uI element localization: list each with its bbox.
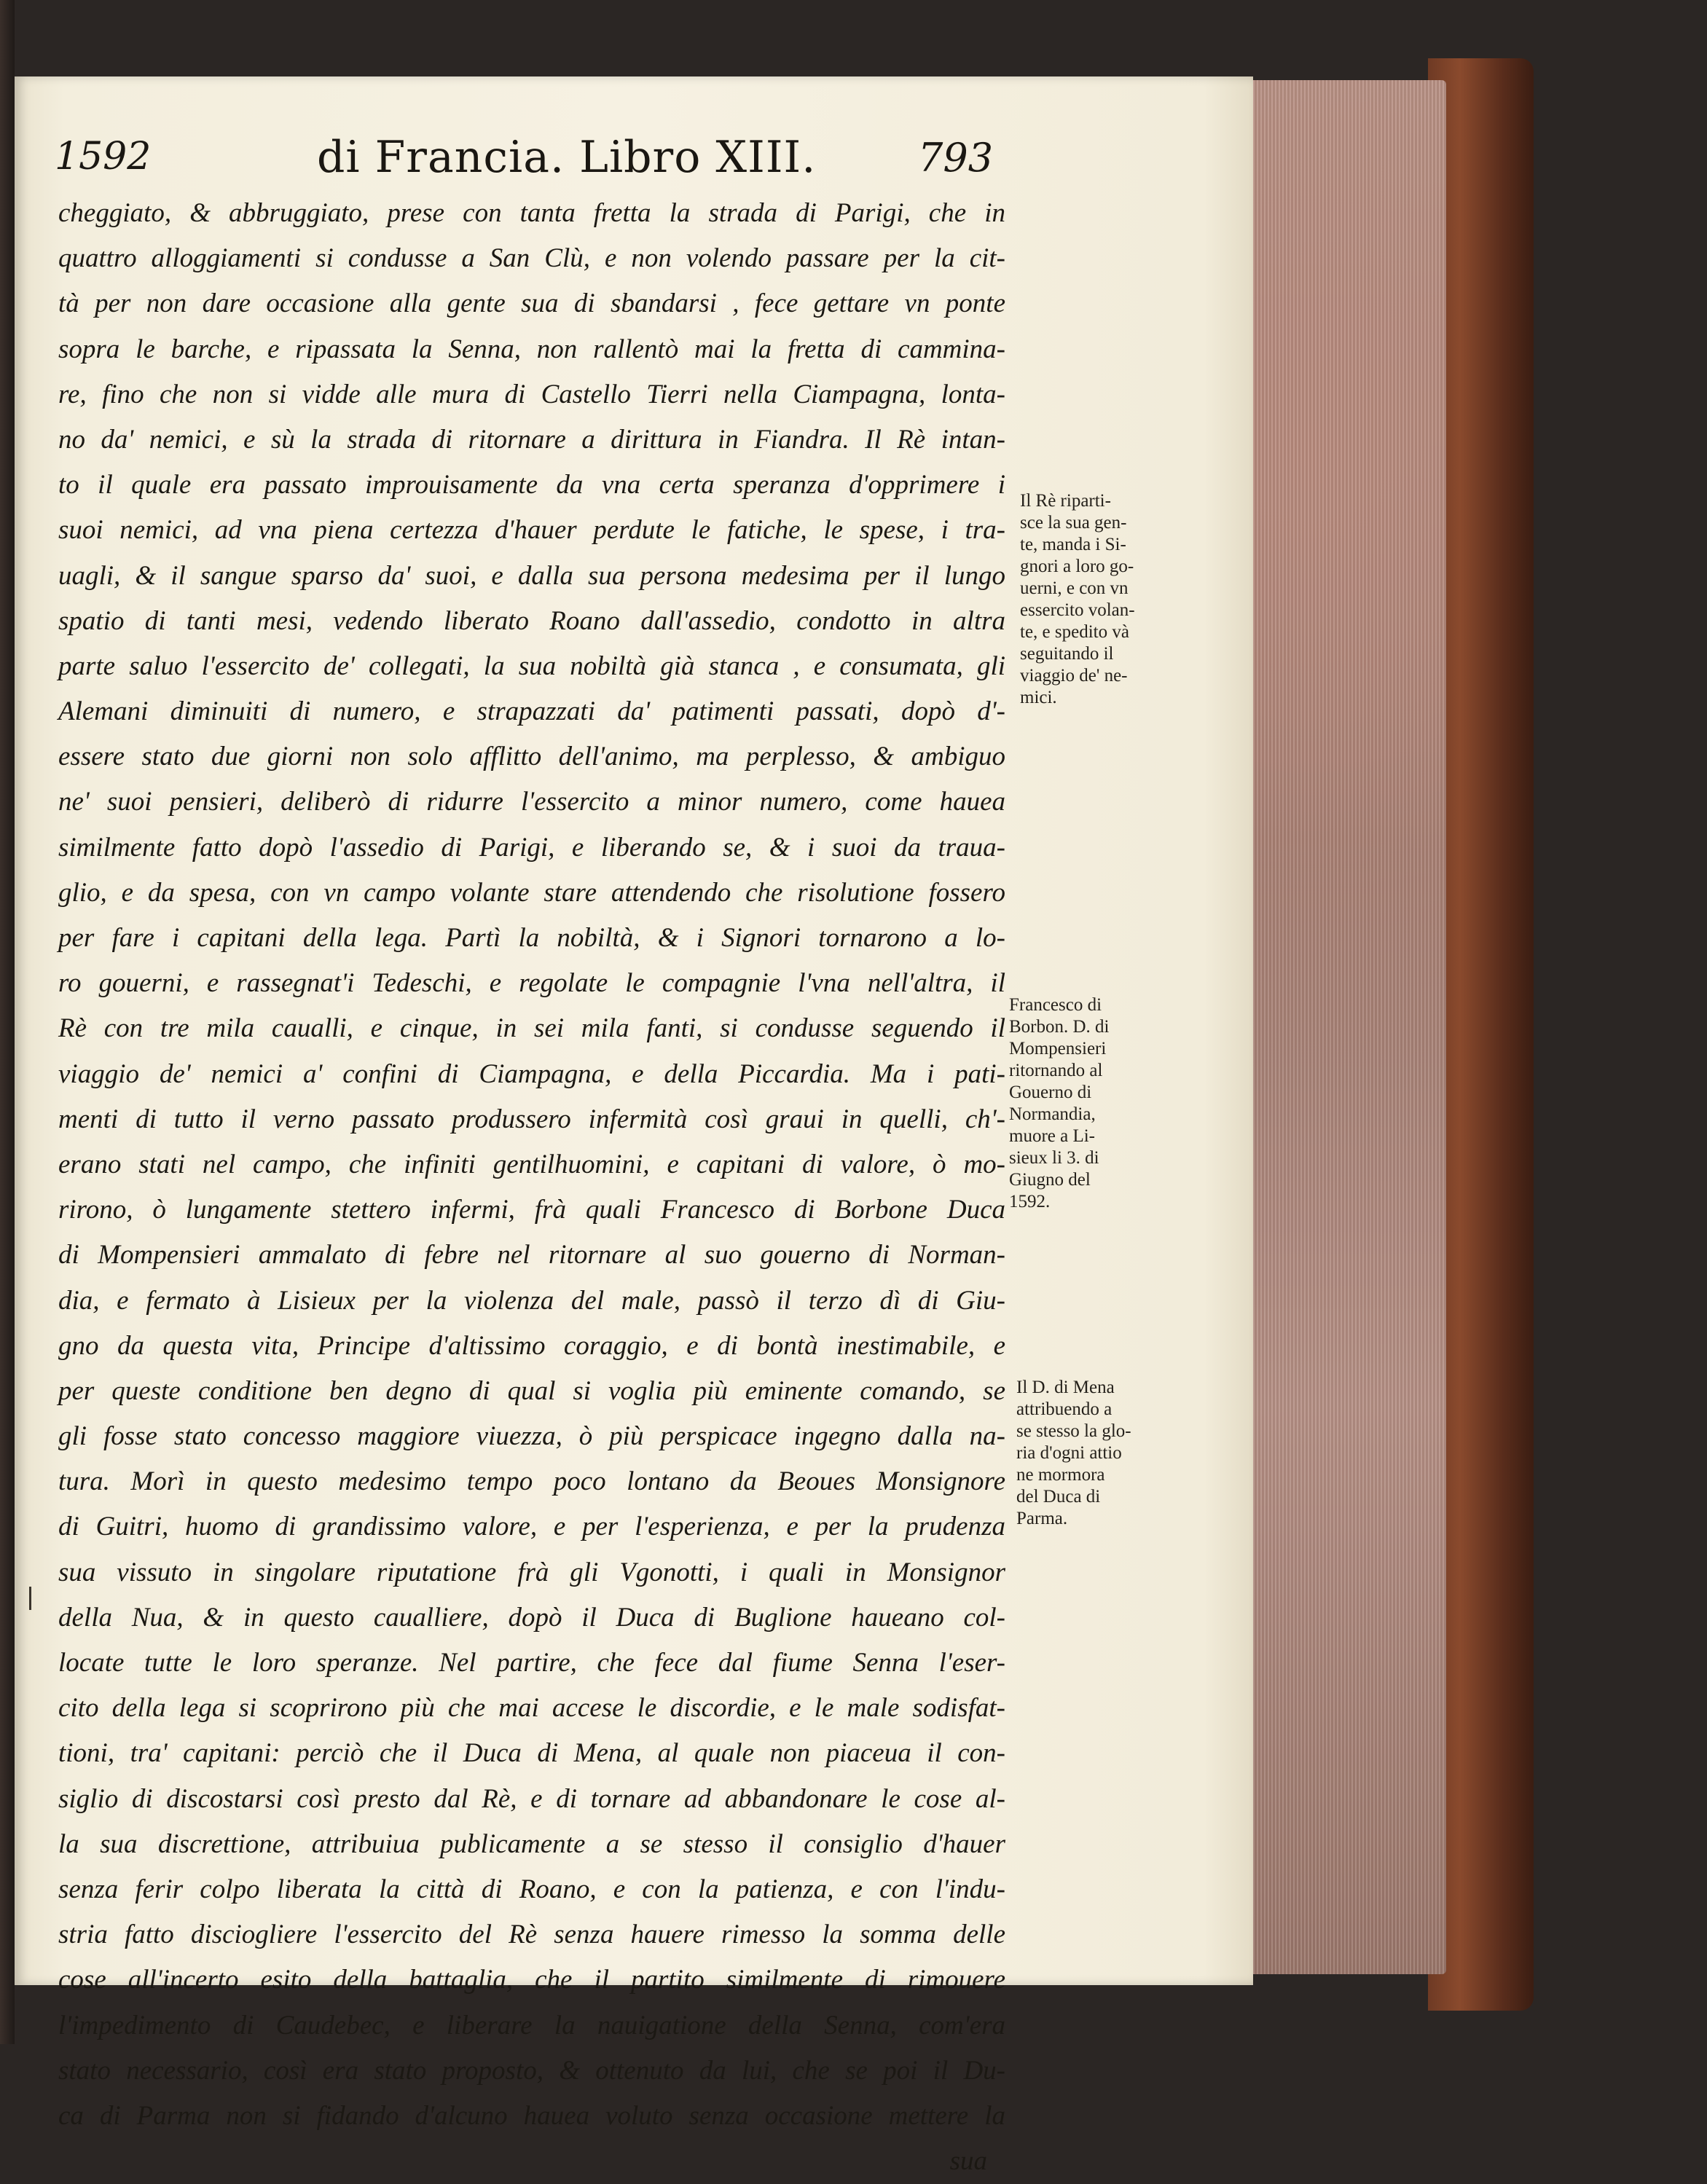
text-line: di Mompensieri ammalato di febre nel ritornare al suo gouerno di Norman-: [58, 1240, 1005, 1270]
margin-note-francesco-di-borbone: [1009, 994, 1140, 1213]
margin-note-line: ria d'ogni attio: [1016, 1443, 1122, 1463]
text-line: di Guitri, huomo di grandissimo valore, e per l'esperienza, e per la prudenza: [58, 1512, 1005, 1542]
margin-note-line: Borbon. D. di: [1009, 1017, 1110, 1037]
text-line: gno da questa vita, Principe d'altissimo coraggio, e di bontà inestimabile, e: [58, 1330, 1005, 1361]
text-line: tà per non dare occasione alla gente sua di sbandarsi , fece gettare vn ponte: [58, 288, 1005, 319]
text-line: tioni, tra' capitani: perciò che il Duca di Mena, al quale non piaceua il con-: [58, 1738, 1005, 1769]
margin-note-king-divides-army: [1020, 490, 1151, 709]
margin-note-line: viaggio de' ne-: [1020, 666, 1128, 686]
margin-note-line: attribuendo a: [1016, 1399, 1113, 1419]
margin-note-line: te, manda i Si-: [1020, 535, 1126, 554]
margin-note-line: Il D. di Mena: [1016, 1378, 1115, 1397]
text-line: per fare i capitani della lega. Partì la nobiltà, & i Signori tornarono a lo-: [58, 923, 1005, 953]
text-line: stria fatto disciogliere l'essercito del Rè senza hauere rimesso la somma delle: [58, 1920, 1005, 1950]
text-line: menti di tutto il verno passato produssero infermità così graui in quelli, ch'-: [58, 1104, 1005, 1134]
text-line: l'impedimento di Caudebec, e liberare la nauigatione della Senna, com'era: [58, 2010, 1005, 2040]
text-line: spatio di tanti mesi, vedendo liberato Roano dall'assedio, condotto in altra: [58, 605, 1005, 636]
text-line: ne' suoi pensieri, deliberò di ridurre l'essercito a minor numero, come haueа: [58, 787, 1005, 817]
margin-note-line: 1592.: [1009, 1192, 1051, 1211]
text-line: no da' nemici, e sù la strada di ritornare a dirittura in Fiandra. Il Rè intan-: [58, 424, 1005, 455]
text-line: viaggio de' nemici a' confini di Ciampagna, e della Piccardia. Ma i pati-: [58, 1058, 1005, 1089]
text-line: cose all'incerto esito della battaglia, che il partito similmente di rimouere: [58, 1965, 1005, 1995]
margin-note-line: Mompensieri: [1009, 1039, 1107, 1058]
text-line: per queste conditione ben degno di qual si voglia più eminente comando, se: [58, 1375, 1005, 1406]
margin-note-line: Il Rè riparti-: [1020, 491, 1111, 511]
text-line: cito della lega si scoprirono più che mai accese le discordie, e le male sodisfat-: [58, 1693, 1005, 1724]
margin-note-line: Francesco di: [1009, 995, 1102, 1015]
margin-note-line: mici.: [1020, 688, 1057, 707]
text-line: locate tutte le loro speranze. Nel partire, che fece dal fiume Senna l'eser-: [58, 1648, 1005, 1678]
text-line: cheggiato, & abbruggiato, prese con tanta fretta la strada di Parigi, che in: [58, 198, 1005, 228]
text-line: siglio di discostarsi così presto dal Rè, e di tornare ad abbandonare le cose al-: [58, 1783, 1005, 1814]
text-line: sopra le barche, e ripassata la Senna, non rallentò mai la fretta di cammina-: [58, 334, 1005, 364]
text-line: quattro alloggiamenti si condusse a San Clù, e non volendo passare per la cit-: [58, 243, 1005, 274]
text-line: stato necessario, così era stato proposto, & ottenuto da lui, che se poi il Du-: [58, 2055, 1005, 2086]
page-number: 793: [918, 135, 994, 181]
margin-note-line: Gouerno di: [1009, 1083, 1092, 1102]
margin-note-line: seguitando il: [1020, 644, 1114, 664]
book-shadow-left: [0, 0, 15, 2044]
margin-note-line: gnori a loro go-: [1020, 557, 1134, 576]
margin-note-line: ritornando al: [1009, 1061, 1103, 1080]
margin-note-line: Normandia,: [1009, 1104, 1096, 1124]
margin-note-line: Parma.: [1016, 1509, 1068, 1528]
text-line: to il quale era passato improuisamente da vna certa speranza d'opprimere i: [58, 470, 1005, 500]
margin-note-duca-di-mena: [1016, 1377, 1147, 1530]
margin-note-line: se stesso la glo-: [1016, 1421, 1131, 1441]
margin-note-line: te, e spedito và: [1020, 622, 1129, 642]
margin-note-line: ne mormora: [1016, 1465, 1105, 1485]
text-line: della Nua, & in questo caualliere, dopò il Duca di Buglione haueano col-: [58, 1602, 1005, 1633]
margin-note-line: muore a Li-: [1009, 1126, 1096, 1146]
page-block-edge: [1249, 80, 1446, 1974]
margin-note-line: Giugno del: [1009, 1170, 1091, 1190]
margin-pen-mark: [29, 1587, 31, 1610]
text-line: Alemani diminuiti di numero, e strapazzati da' patimenti passati, dopò d'-: [58, 696, 1005, 727]
header-year: 1592: [55, 135, 152, 178]
text-line: ro gouerni, e rassegnat'i Tedeschi, e regolate le compagnie l'vna nell'altra, il: [58, 968, 1005, 999]
text-line: suoi nemici, ad vna piena certezza d'hauer perdute le fatiche, le spese, i tra-: [58, 515, 1005, 546]
margin-note-line: del Duca di: [1016, 1487, 1101, 1507]
text-line: Rè con tre mila caualli, e cinque, in sei mila fanti, si condusse seguendo il: [58, 1013, 1005, 1044]
text-line: la sua discrettione, attribuiua publicamente a se stesso il consiglio d'hauer: [58, 1828, 1005, 1859]
text-line: parte saluo l'essercito de' collegati, la sua nobiltà già stanca , e consumata, gli: [58, 651, 1005, 681]
margin-note-line: uerni, e con vn: [1020, 578, 1129, 598]
text-line: tura. Morì in questo medesimo tempo poco lontano da Beoues Monsignore: [58, 1466, 1005, 1497]
text-line: dia, e fermato à Lisieux per la violenza del male, passò il terzo dì di Giu-: [58, 1285, 1005, 1316]
margin-note-line: sce la sua gen-: [1020, 513, 1127, 533]
text-line: essere stato due giorni non solo afflitto dell'animo, ma perplesso, & ambiguo: [58, 742, 1005, 772]
text-line: uagli, & il sangue sparso da' suoi, e dalla sua persona medesima per il lungo: [58, 560, 1005, 591]
text-line: gli fosse stato concesso maggiore viuezza, ò più perspicace ingegno dalla na-: [58, 1421, 1005, 1452]
text-line: similmente fatto dopò l'assedio di Parigi, e liberando se, & i suoi da traua-: [58, 832, 1005, 863]
margin-note-line: sieux li 3. di: [1009, 1148, 1099, 1168]
text-line: re, fino che non si vidde alle mura di Castello Tierri nella Ciampagna, lonta-: [58, 379, 1005, 409]
text-line: rirono, ò lungamente stettero infermi, frà quali Francesco di Borbone Duca: [58, 1195, 1005, 1225]
margin-note-line: essercito volan-: [1020, 600, 1135, 620]
text-line: ca di Parma non si fidando d'alcuno hauea voluto senza occasione mettere la: [58, 2100, 1005, 2131]
text-line: glio, e da spesa, con vn campo volante stare attendendo che risolutione fossero: [58, 877, 1005, 908]
running-header: [55, 132, 1002, 193]
text-line: sua vissuto in singolare riputatione frà gli Vgonotti, i quali in Monsignor: [58, 1557, 1005, 1587]
text-line: senza ferir colpo liberata la città di Roano, e con la patienza, e con l'indu-: [58, 1874, 1005, 1904]
text-line: erano stati nel campo, che infiniti gentilhuomini, e capitani di valore, ò mo-: [58, 1149, 1005, 1179]
text-line: sua: [949, 2146, 987, 2177]
header-title: di Francia. Libro XIII.: [317, 132, 817, 183]
body-text: [58, 191, 1005, 2184]
